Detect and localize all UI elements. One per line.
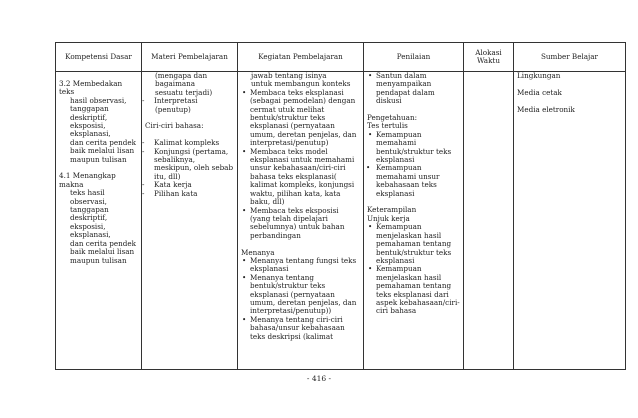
header-sumber: Sumber Belajar (514, 43, 626, 72)
membaca-item: • Membaca teks model eksplanasi untuk memahami unsur kebahasaan/ciri-ciri bahasa teks eksplanasi( kalimat kompleks, konjungsi waktu, pilihan kata, kata baku, dll) (241, 148, 360, 207)
kd-4-1 (59, 172, 138, 264)
kd-3-2-line: maupun tulisan (70, 154, 127, 164)
penilaian-kemampuan: • Kemampuan memahami unsur kebahasaan teks eksplanasi (367, 164, 460, 198)
kd-4-1-line: Menangkap makna (59, 171, 116, 189)
header-kompetensi: Kompetensi Dasar (56, 43, 142, 72)
membaca-item: • Membaca teks eksplanasi (sebagai pemodelan) dengan cermat utuk melihat bentuk/struktur teks eksplanasi (pernyataan umum, deretan penjelas, dan interpretasi/penutup) (241, 89, 360, 148)
penilaian-santun: • Santun dalam menyampaikan pendapat dalam diskusi (367, 72, 460, 106)
kd-3-2-line: tanggapan deskriptif, (70, 104, 109, 122)
sumber-item: Lingkungan (517, 71, 561, 80)
menanya-item: • Menanya tentang fungsi teks eksplanasi (241, 257, 360, 274)
materi-cell (142, 72, 238, 370)
penilaian-tes: Tes tertulis (367, 121, 408, 131)
ciri-item: - Kalimat kompleks (145, 139, 234, 147)
kegiatan-membaca-list (241, 89, 360, 240)
materi-line: sesuatu terjadi) (155, 87, 213, 97)
kd-3-2-line: hasil observasi, (70, 95, 127, 105)
penilaian-pengetahuan: Pengetahuan: (367, 113, 418, 123)
kd-4-1-line: tanggapan deskriptif, (70, 205, 109, 223)
kegiatan-line: jawab tentang isinya (251, 71, 327, 80)
sumber-item: Media cetak (517, 87, 562, 97)
kd-3-2-number: 3.2 (59, 79, 71, 88)
kd-4-1-line: eksposisi, eksplanasi, (70, 221, 111, 240)
penilaian-keterampilan: Keterampilan (367, 205, 417, 215)
kd-4-1-line: teks hasil observasi, (70, 188, 107, 206)
kd-4-1-number: 4.1 (59, 171, 71, 181)
header-kegiatan: Kegiatan Pembelajaran (238, 43, 364, 72)
kd-4-1-line: maupun tulisan (70, 255, 127, 265)
syllabus-table (55, 42, 626, 370)
materi-interpretasi: - Interpretasi (145, 97, 234, 105)
menanya-title: Menanya (241, 247, 275, 257)
penilaian-cell (364, 72, 464, 370)
ciri-item: - Pilihan kata (145, 190, 234, 198)
sumber-cell (514, 72, 626, 370)
alokasi-cell (464, 72, 514, 370)
kd-4-1-line: dan cerita pendek (70, 238, 136, 248)
kd-3-2-line: dan cerita pendek (70, 137, 136, 147)
kd-3-2-line: baik melalui lisan (70, 146, 135, 156)
ciri-item: - Kata kerja (145, 181, 234, 189)
kegiatan-cell (238, 72, 364, 370)
header-row (56, 43, 626, 72)
materi-line: bagaimana (155, 79, 196, 89)
kd-3-2-line: eksposisi, eksplanasi, (70, 121, 111, 139)
materi-ciri-title: Ciri-ciri bahasa: (145, 121, 204, 131)
penilaian-kemampuan: • Kemampuan menjelaskan hasil pemahaman tentang teks eksplanasi dari aspek kebahasaan/ciri-ciri bahasa (367, 265, 460, 315)
materi-penutup: (penutup) (155, 104, 191, 114)
kd-3-2-line: Membedakan teks (59, 79, 123, 97)
header-alokasi: Alokasi Waktu (464, 43, 514, 72)
penilaian-unjuk: Unjuk kerja (367, 213, 410, 223)
content-row (56, 72, 626, 370)
ciri-item: - Konjungsi (pertama, sebaliknya, meskipun, oleh sebab itu, dll) (145, 148, 234, 182)
kegiatan-menanya-list (241, 257, 360, 341)
kompetensi-cell (56, 72, 142, 370)
penilaian-kemampuan: • Kemampuan memahami bentuk/struktur teks eksplanasi (367, 131, 460, 165)
membaca-item: • Membaca teks eksposisi (yang telah dipelajari sebelumnya) untuk bahan perbandingan (241, 207, 360, 241)
kd-3-2 (59, 80, 138, 164)
materi-line: (mengapa dan (155, 71, 208, 80)
page-number: - 416 - (306, 374, 332, 383)
sumber-item: Media eletronik (517, 104, 575, 114)
materi-ciri-list (145, 139, 234, 198)
kegiatan-line: untuk membangun konteks (251, 79, 351, 89)
kd-4-1-line: baik melalui lisan (70, 247, 135, 257)
menanya-item: • Menanya tentang ciri-ciri bahasa/unsur kebahasaan teks deskripsi (kalimat (241, 316, 360, 341)
header-materi: Materi Pembelajaran (142, 43, 238, 72)
penilaian-kemampuan: • Kemampuan menjelaskan hasil pemahaman tentang bentuk/struktur teks eksplanasi (367, 223, 460, 265)
header-penilaian: Penilaian (364, 43, 464, 72)
menanya-item: • Menanya tentang bentuk/struktur teks eksplanasi (pernyataan umum, deretan penjelas, dan interpretasi/penutup)) (241, 274, 360, 316)
